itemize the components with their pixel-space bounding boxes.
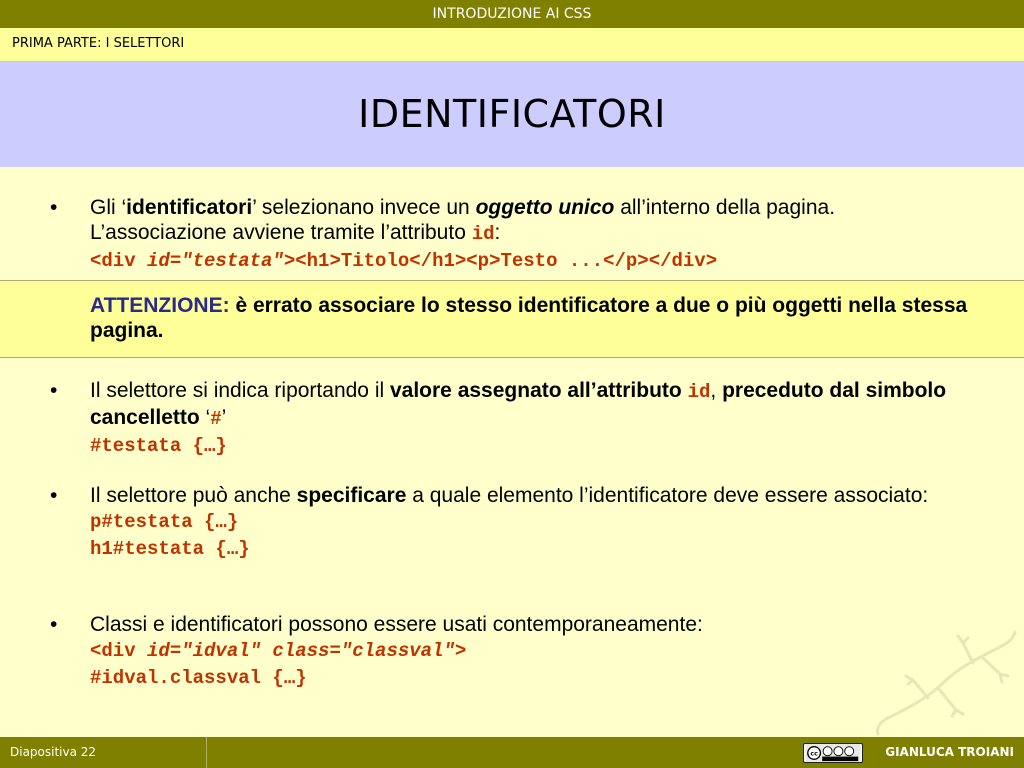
bullet-marker: •	[50, 613, 58, 636]
code-inline: #	[210, 408, 222, 430]
course-title: INTRODUZIONE AI CSS	[432, 6, 592, 22]
code-inline: id	[687, 381, 711, 403]
text-bold: valore assegnato all’attributo	[389, 379, 688, 402]
text-run: :	[494, 221, 501, 244]
gecko-decoration-icon	[868, 618, 1018, 738]
text-run: Gli ‘	[90, 196, 127, 219]
text-run: ’ selezionano invece un	[252, 196, 476, 219]
warning-message: è errato associare lo stesso identificatore a due o più oggetti nella stessa pagina.	[90, 294, 968, 342]
code-part: <div	[90, 640, 148, 662]
section-title: PRIMA PARTE: I SELETTORI	[12, 36, 185, 51]
text-bold: specificare	[296, 484, 407, 507]
bullet-text	[90, 378, 960, 459]
text-run: Il selettore si indica riportando il	[90, 379, 390, 402]
code-part: >	[454, 640, 467, 662]
code-part: <div	[90, 250, 148, 272]
footer-divider	[206, 737, 207, 768]
text-run: Classi e identificatori possono essere usati contemporaneamente:	[90, 613, 703, 636]
text-bold: identificatori	[126, 196, 253, 219]
slide-number: Diapositiva 22	[10, 745, 97, 759]
author-name: GIANLUCA TROIANI	[885, 745, 1014, 759]
text-bold: preceduto dal simbolo cancelletto	[90, 379, 947, 429]
code-example: h1#testata {…}	[90, 538, 250, 560]
warning-label: ATTENZIONE:	[90, 294, 230, 317]
code-part-italic: id="testata"	[147, 250, 284, 272]
bullet-text	[90, 612, 960, 691]
code-part-italic: id="idval" class="classval"	[147, 640, 455, 662]
text-bold-italic: oggetto unico	[475, 196, 615, 219]
text-run: all’interno della pagina. L’associazione avviene tramite l’attributo	[90, 196, 836, 244]
code-inline: id	[471, 223, 495, 245]
bullet-text	[90, 195, 960, 274]
code-example: #testata {…}	[90, 435, 227, 457]
slide-title-bar	[0, 62, 1024, 167]
slide-title: IDENTIFICATORI	[358, 92, 666, 136]
bullet-text	[90, 483, 960, 562]
text-run: ,	[710, 379, 723, 402]
warning-text	[90, 293, 970, 343]
bullet-marker: •	[50, 484, 58, 507]
code-example	[90, 640, 466, 662]
code-example	[90, 250, 717, 272]
cc-by-nc-nd-icon	[803, 743, 863, 763]
svg-text:cc: cc	[810, 750, 818, 758]
text-run: Il selettore può anche	[90, 484, 297, 507]
bullet-marker: •	[50, 196, 58, 219]
code-example: #idval.classval {…}	[90, 667, 307, 689]
footer-bar	[0, 737, 1024, 768]
text-run: a quale elemento l’identificatore deve essere associato:	[406, 484, 929, 507]
course-title-bar	[0, 0, 1024, 28]
code-example: p#testata {…}	[90, 511, 239, 533]
section-bar	[0, 28, 1024, 62]
code-part: ><h1>Titolo</h1><p>Testo ...</p></div>	[283, 250, 718, 272]
text-run: ‘	[199, 406, 211, 429]
warning-box	[0, 280, 1024, 358]
bullet-marker: •	[50, 379, 58, 402]
text-run: ’	[221, 406, 227, 429]
